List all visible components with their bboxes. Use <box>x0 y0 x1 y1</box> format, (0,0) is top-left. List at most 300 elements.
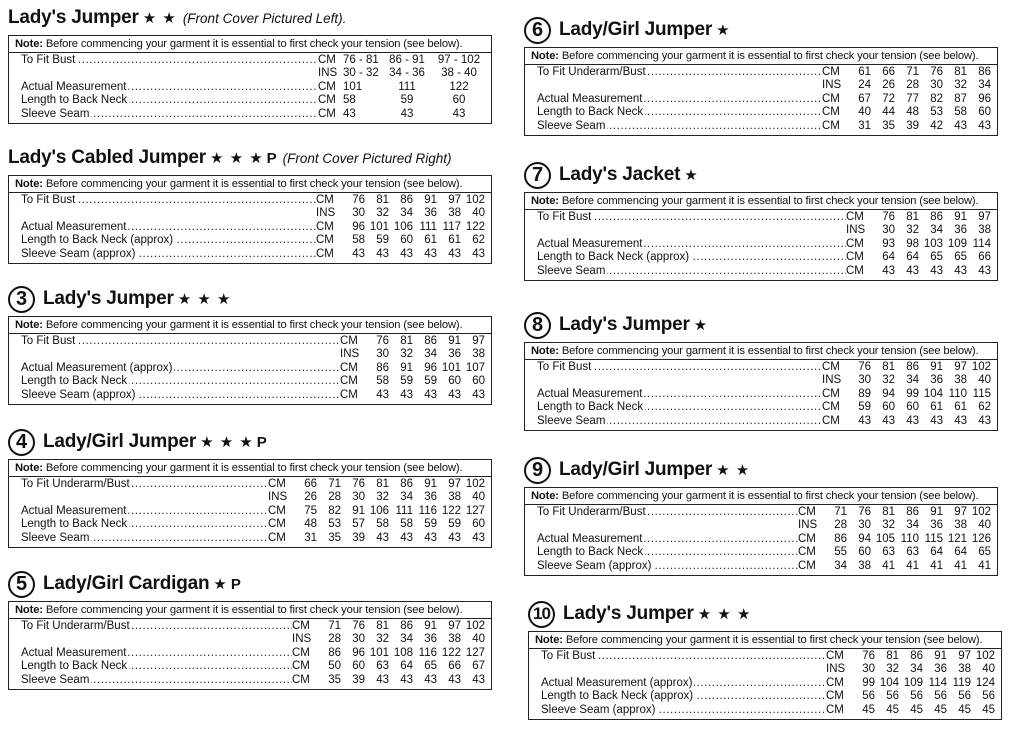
size-value: 43 <box>448 531 461 544</box>
size-value: 26 <box>882 79 895 92</box>
size-value: 116 <box>418 504 437 517</box>
size-value: 43 <box>978 264 991 277</box>
size-value: 86 <box>400 194 413 206</box>
row-label <box>21 221 316 234</box>
section-title: Lady's Cabled Jumper <box>8 147 206 168</box>
row-label <box>537 238 846 251</box>
size-value: 38 <box>978 224 991 237</box>
size-value: 101 <box>441 361 461 374</box>
row-label <box>537 415 822 428</box>
row-label <box>21 620 292 633</box>
table-row <box>21 248 485 261</box>
size-value: 43 <box>424 247 437 260</box>
size-value: 56 <box>982 690 995 703</box>
note-label: Note: <box>531 345 559 357</box>
tension-note <box>525 193 997 210</box>
table-row <box>21 348 485 361</box>
size-value: 115 <box>924 532 943 545</box>
size-value: 38 <box>472 348 485 361</box>
size-value: 86 <box>376 361 389 374</box>
row-label-text: Length to Back Neck (approx) <box>541 690 694 703</box>
size-value: 86 <box>930 211 943 223</box>
note-text: Before commencing your garment it is essential to first check your tension (see below). <box>45 319 463 331</box>
row-label-text: Sleeve Seam <box>537 414 606 427</box>
row-label-text: Actual Measurement (approx) <box>21 361 173 374</box>
row-label <box>21 532 268 545</box>
size-value: 43 <box>400 673 413 686</box>
row-label-text: Length to Back Neck (approx) <box>21 234 174 247</box>
size-value: 110 <box>948 387 967 400</box>
size-value: 61 <box>954 401 967 414</box>
size-value: 126 <box>971 532 991 545</box>
size-value: 43 <box>882 264 895 277</box>
measurement-box <box>528 631 1002 720</box>
size-value: 59 <box>858 401 871 414</box>
size-value: 43 <box>448 388 461 401</box>
size-value: 36 <box>930 519 943 532</box>
size-value: 77 <box>906 92 919 105</box>
size-value: 56 <box>910 690 923 703</box>
table-row <box>537 506 991 519</box>
unit-label: CM <box>316 234 334 247</box>
size-value: 42 <box>930 119 943 132</box>
section-heading <box>8 427 492 457</box>
size-value: 43 <box>448 673 461 686</box>
row-label <box>541 704 826 717</box>
unit-label: CM <box>822 387 840 400</box>
measurement-rows <box>9 334 491 404</box>
measurement-box <box>8 35 492 124</box>
size-value: 115 <box>972 387 991 400</box>
size-value: 38 - 40 <box>441 67 477 80</box>
row-label-text: Actual Measurement <box>21 504 127 517</box>
size-value: 48 <box>304 518 317 531</box>
tension-note <box>525 48 997 65</box>
row-label-text: To Fit Bust <box>21 335 76 347</box>
size-value: 65 <box>930 251 943 264</box>
row-label-text: Actual Measurement <box>537 387 643 400</box>
size-value: 58 <box>376 518 389 531</box>
size-value: 35 <box>328 673 341 686</box>
size-value: 60 <box>472 375 485 388</box>
size-value: 102 <box>975 650 995 662</box>
size-value: 66 <box>448 660 461 673</box>
size-value: 34 <box>978 79 991 92</box>
note-label: Note: <box>15 38 43 50</box>
size-value: 60 <box>448 375 461 388</box>
table-row <box>537 224 991 237</box>
size-value: 59 <box>400 375 413 388</box>
note-label: Note: <box>531 490 559 502</box>
table-row <box>21 674 485 687</box>
row-label-text: To Fit Underarm/Bust <box>537 66 646 78</box>
row-label-text: Length to Back Neck (approx) <box>537 251 690 264</box>
size-value: 43 <box>424 388 437 401</box>
size-value: 60 <box>858 546 871 559</box>
unit-label: CM <box>846 264 864 277</box>
size-value: 81 <box>882 361 895 373</box>
row-label <box>537 374 822 387</box>
size-value: 40 <box>982 663 995 676</box>
size-value: 26 <box>304 491 317 504</box>
unit-label: INS <box>846 224 866 237</box>
difficulty-stars: ★ <box>716 22 731 39</box>
row-label-text: Length to Back Neck <box>21 375 128 388</box>
size-value: 102 <box>465 194 485 206</box>
size-value: 65 <box>424 660 437 673</box>
note-label: Note: <box>15 604 43 616</box>
note-text: Before commencing your garment it is essential to first check your tension (see below). <box>45 178 463 190</box>
size-value: 91 <box>424 478 437 490</box>
difficulty-stars: ★ <box>213 576 228 593</box>
size-value: 81 <box>954 66 967 78</box>
size-value: 45 <box>982 703 995 716</box>
size-value: 61 <box>930 401 943 414</box>
size-value: 121 <box>947 532 967 545</box>
size-value: 38 <box>954 519 967 532</box>
row-label-text: Length to Back Neck <box>21 518 128 531</box>
row-label-text: Sleeve Seam (approx) <box>21 388 136 401</box>
row-label <box>21 54 318 67</box>
section-3 <box>8 284 492 405</box>
size-value: 97 <box>954 506 967 518</box>
size-value: 43 <box>424 531 437 544</box>
size-value: 58 <box>352 234 365 247</box>
size-value: 32 <box>376 491 389 504</box>
size-value: 53 <box>328 518 341 531</box>
number-circle: 3 <box>8 286 35 313</box>
size-value: 30 <box>930 79 943 92</box>
size-value: 91 <box>448 335 461 347</box>
size-value: 81 <box>886 650 899 662</box>
unit-label: CM <box>846 237 864 250</box>
size-value: 61 <box>424 234 437 247</box>
section-5 <box>8 569 492 690</box>
size-value: 98 <box>906 237 919 250</box>
size-value: 97 <box>954 361 967 373</box>
tension-note <box>9 176 491 193</box>
row-label <box>21 348 340 361</box>
size-value: 32 <box>882 374 895 387</box>
table-row <box>21 207 485 220</box>
row-label <box>537 546 798 559</box>
size-value: 76 <box>352 620 365 632</box>
row-label <box>537 265 846 278</box>
row-label <box>21 505 268 518</box>
size-value: 82 <box>930 92 943 105</box>
table-row <box>537 238 991 251</box>
section-title: Lady/Girl Jumper <box>43 431 197 452</box>
size-value: 32 <box>882 519 895 532</box>
size-value: 35 <box>882 119 895 132</box>
size-value: 43 <box>452 107 466 120</box>
row-label <box>537 120 822 133</box>
unit-label: CM <box>826 676 844 689</box>
size-value: 97 <box>978 211 991 223</box>
size-value: 40 <box>472 633 485 646</box>
size-value: 48 <box>906 106 919 119</box>
table-row <box>21 660 485 673</box>
section-heading <box>524 310 998 340</box>
size-value: 28 <box>328 491 341 504</box>
size-value: 34 <box>906 374 919 387</box>
size-value: 41 <box>930 559 943 572</box>
row-label <box>21 660 292 673</box>
size-value: 76 <box>930 66 943 78</box>
size-value: 30 <box>862 663 875 676</box>
tension-note <box>9 460 491 477</box>
size-value: 94 <box>858 532 871 545</box>
size-value: 30 <box>376 348 389 361</box>
size-value: 108 <box>393 646 413 659</box>
table-row <box>537 93 991 106</box>
size-value: 86 <box>906 361 919 373</box>
row-label <box>537 79 822 92</box>
size-value: 76 <box>376 335 389 347</box>
size-value: 114 <box>972 237 991 250</box>
difficulty-stars: ★ <box>693 317 709 334</box>
row-label <box>541 650 826 663</box>
size-value: 81 <box>400 335 413 347</box>
table-row <box>537 519 991 532</box>
difficulty-stars: ★ ★ ★ <box>200 434 254 451</box>
size-value: 116 <box>418 646 437 659</box>
size-value: 60 <box>882 401 895 414</box>
size-value: 63 <box>376 660 389 673</box>
row-label-text: Actual Measurement (approx) <box>541 676 693 689</box>
measurement-box <box>8 175 492 264</box>
size-value: 62 <box>978 401 991 414</box>
number-circle: 5 <box>8 571 35 598</box>
row-label-text: Actual Measurement <box>537 532 643 545</box>
row-label <box>21 633 292 646</box>
note-label: Note: <box>531 195 559 207</box>
note-text: Before commencing your garment it is essential to first check your tension (see below). <box>45 462 463 474</box>
row-label-text: To Fit Bust <box>537 211 592 223</box>
size-value: 60 <box>400 234 413 247</box>
table-row <box>21 505 485 518</box>
size-value: 28 <box>906 79 919 92</box>
measurement-box <box>8 316 492 405</box>
size-value: 43 <box>376 531 389 544</box>
unit-label: CM <box>316 247 334 260</box>
unit-label: CM <box>822 414 840 427</box>
size-value: 34 <box>834 559 847 572</box>
tension-note <box>9 317 491 334</box>
size-value: 106 <box>369 504 389 517</box>
size-value: 75 <box>304 504 317 517</box>
size-value: 76 <box>352 478 365 490</box>
row-label <box>537 224 846 237</box>
section-heading <box>524 160 998 190</box>
size-value: 93 <box>882 237 895 250</box>
row-label <box>21 207 316 220</box>
size-value: 64 <box>906 251 919 264</box>
unit-label: CM <box>798 559 816 572</box>
row-label-text: Length to Back Neck <box>21 660 128 673</box>
size-value: 61 <box>858 66 871 78</box>
row-label <box>541 690 826 703</box>
tension-note <box>525 488 997 505</box>
size-value: 31 <box>304 531 317 544</box>
note-label: Note: <box>15 178 43 190</box>
size-value: 38 <box>958 663 971 676</box>
size-value: 91 <box>352 504 365 517</box>
row-label-text: Length to Back Neck <box>21 94 128 107</box>
size-value: 45 <box>958 703 971 716</box>
size-value: 102 <box>465 620 485 632</box>
tension-note <box>9 602 491 619</box>
size-value: 43 <box>906 264 919 277</box>
row-label-text: To Fit Bust <box>541 650 596 662</box>
size-value: 43 <box>954 414 967 427</box>
size-value: 43 <box>930 264 943 277</box>
size-value: 30 <box>858 519 871 532</box>
size-value: 45 <box>934 703 947 716</box>
row-label <box>21 491 268 504</box>
table-row <box>537 546 991 559</box>
size-value: 36 <box>424 491 437 504</box>
row-label-text: Sleeve Seam (approx) <box>537 559 652 572</box>
measurement-box <box>524 342 998 431</box>
size-value: 58 <box>376 375 389 388</box>
row-label-text: Sleeve Seam <box>21 673 90 686</box>
note-text: Before commencing your garment it is essential to first check your tension (see below). <box>561 345 979 357</box>
size-value: 43 <box>858 414 871 427</box>
size-value: 39 <box>352 531 365 544</box>
size-value: 30 <box>352 633 365 646</box>
section-title: Lady/Girl Jumper <box>559 19 713 40</box>
size-value: 91 <box>424 620 437 632</box>
size-value: 43 <box>424 673 437 686</box>
size-value: 87 <box>954 92 967 105</box>
table-row <box>541 663 995 676</box>
row-label <box>537 251 846 264</box>
size-value: 81 <box>376 194 389 206</box>
difficulty-stars: ★ ★ ★ <box>177 291 232 308</box>
size-value: 96 <box>424 361 437 374</box>
unit-label: CM <box>822 66 840 78</box>
size-value: 107 <box>465 361 485 374</box>
row-label <box>21 647 292 660</box>
size-value: 81 <box>376 620 389 632</box>
section-4 <box>8 427 492 548</box>
tension-note <box>529 632 1001 649</box>
difficulty-stars: ★ ★ <box>142 10 177 27</box>
tension-note <box>9 36 491 53</box>
size-value: 35 <box>328 531 341 544</box>
measurement-box <box>8 601 492 690</box>
size-value: 45 <box>910 703 923 716</box>
note-label: Note: <box>15 319 43 331</box>
unit-label: CM <box>292 646 310 659</box>
unit-label: CM <box>292 660 310 673</box>
size-value: 67 <box>472 660 485 673</box>
section-2 <box>8 143 492 264</box>
row-label-text: Sleeve Seam <box>21 107 90 120</box>
row-label-text: To Fit Underarm/Bust <box>21 620 130 632</box>
size-value: 32 <box>376 207 389 220</box>
row-label-text: To Fit Underarm/Bust <box>21 478 130 490</box>
size-value: 99 <box>906 387 919 400</box>
note-text: Before commencing your garment it is essential to first check your tension (see below). <box>561 195 979 207</box>
difficulty-stars: ★ <box>684 167 699 184</box>
size-value: 55 <box>834 546 847 559</box>
size-value: 76 <box>882 211 895 223</box>
table-row <box>541 677 995 690</box>
size-value: 96 <box>352 646 365 659</box>
table-row <box>537 560 991 573</box>
size-value: 91 <box>930 361 943 373</box>
unit-label: INS <box>268 491 288 504</box>
row-label-text: To Fit Bust <box>21 194 76 206</box>
table-row <box>537 211 991 224</box>
measurement-box <box>524 47 998 136</box>
size-value: 43 <box>472 388 485 401</box>
row-label <box>537 519 798 532</box>
row-label <box>537 533 798 546</box>
size-value: 38 <box>954 374 967 387</box>
table-row <box>537 533 991 546</box>
unit-label: CM <box>826 703 844 716</box>
size-value: 64 <box>882 251 895 264</box>
size-value: 58 <box>954 106 967 119</box>
size-value: 36 <box>930 374 943 387</box>
size-value: 89 <box>858 387 871 400</box>
table-row <box>21 362 485 375</box>
size-value: 36 <box>424 207 437 220</box>
row-label <box>537 560 798 573</box>
row-label <box>537 211 846 224</box>
size-value: 71 <box>328 620 341 632</box>
table-row <box>21 54 485 67</box>
table-row <box>21 620 485 633</box>
row-label-text: Actual Measurement <box>537 92 643 105</box>
table-row <box>21 108 485 121</box>
row-label-text: Sleeve Seam <box>537 119 606 132</box>
size-value: 114 <box>928 676 947 689</box>
row-label-text: Sleeve Seam (approx) <box>21 247 136 260</box>
size-value: 91 <box>934 650 947 662</box>
size-value: 36 <box>934 663 947 676</box>
size-value: 43 <box>472 531 485 544</box>
size-value: 30 <box>352 491 365 504</box>
row-label-text: Sleeve Seam <box>21 531 90 544</box>
size-value: 28 <box>328 633 341 646</box>
size-value: 104 <box>923 387 943 400</box>
section-1 <box>8 3 492 124</box>
size-value: 59 <box>448 518 461 531</box>
size-value: 103 <box>923 237 943 250</box>
size-value: 97 <box>448 620 461 632</box>
row-label <box>21 478 268 491</box>
row-label <box>537 93 822 106</box>
section-10 <box>528 599 1002 720</box>
size-value: 32 <box>376 633 389 646</box>
size-value: 76 <box>858 506 871 518</box>
unit-label: CM <box>268 531 286 544</box>
size-value: 34 <box>400 491 413 504</box>
size-value: 127 <box>465 646 485 659</box>
size-value: 43 <box>376 673 389 686</box>
size-value: 43 <box>906 414 919 427</box>
table-row <box>541 704 995 717</box>
size-value: 41 <box>906 559 919 572</box>
size-value: 50 <box>328 660 341 673</box>
row-label-text: Length to Back Neck <box>537 106 644 119</box>
number-circle: 7 <box>524 162 551 189</box>
number-circle: 9 <box>524 457 551 484</box>
